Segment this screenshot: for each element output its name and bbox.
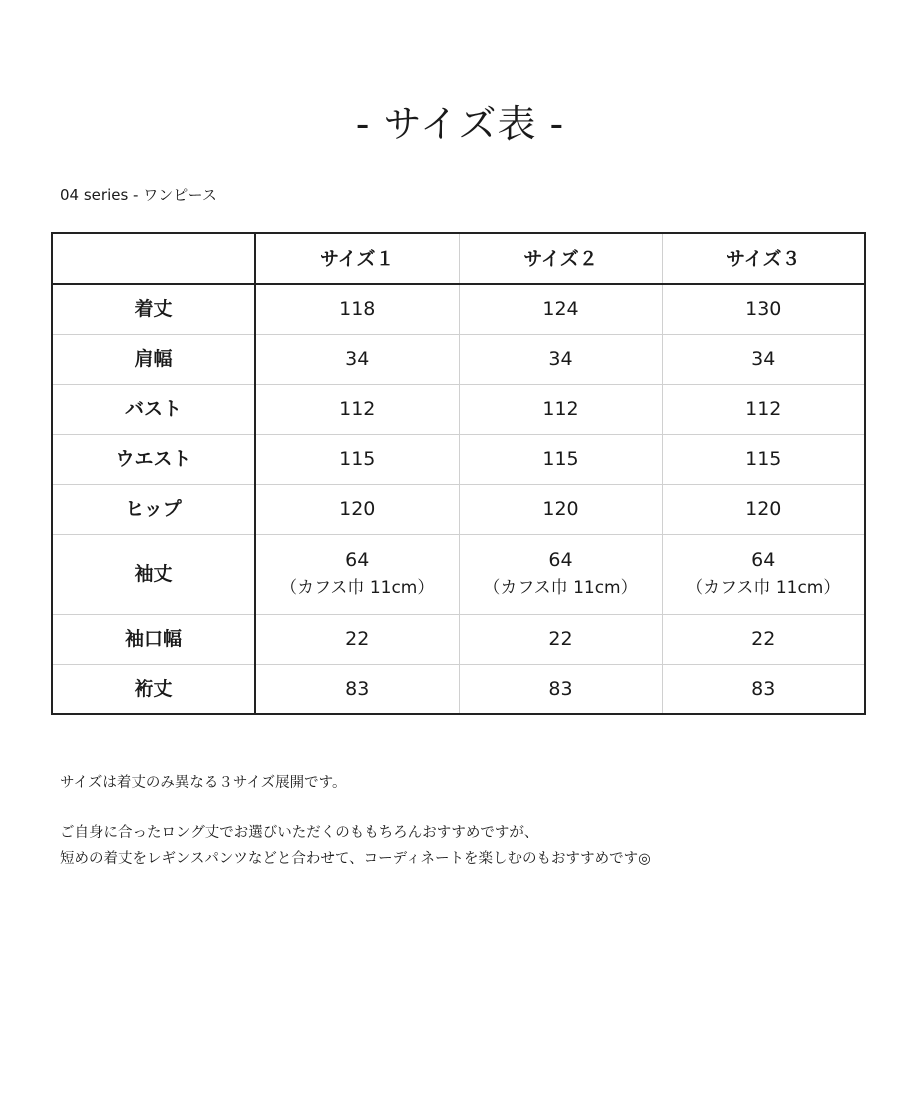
note-line: サイズは着丈のみ異なる３サイズ展開です。 bbox=[60, 775, 347, 791]
table-cell: 112 bbox=[662, 384, 865, 434]
table-cell: 115 bbox=[662, 434, 865, 484]
table-row bbox=[52, 334, 865, 384]
table-header-row bbox=[52, 233, 865, 284]
table-cell: 83 bbox=[255, 664, 459, 714]
table-cell: 115 bbox=[255, 434, 459, 484]
note-line: ご自身に合ったロング丈でお選びいただくのももちろんおすすめですが、 bbox=[60, 825, 539, 841]
table-cell: 130 bbox=[662, 284, 865, 334]
table-cell: 112 bbox=[255, 384, 459, 434]
row-label: 袖丈 bbox=[52, 534, 255, 614]
cell-value: 64 bbox=[345, 549, 370, 571]
row-label: ウエスト bbox=[52, 434, 255, 484]
table-cell: 22 bbox=[662, 614, 865, 664]
row-label: 裄丈 bbox=[52, 664, 255, 714]
cell-note: （カフス巾 11cm） bbox=[483, 578, 638, 598]
table-corner-cell bbox=[52, 233, 255, 284]
column-header-size-1: サイズ１ bbox=[255, 233, 459, 284]
table-cell: 124 bbox=[459, 284, 662, 334]
table-cell: 34 bbox=[459, 334, 662, 384]
note-line: 短めの着丈をレギンスパンツなどと合わせて、コーディネートを楽しむのもおすすめです◎ bbox=[60, 851, 651, 867]
table-row bbox=[52, 434, 865, 484]
table-cell: 120 bbox=[255, 484, 459, 534]
table-cell bbox=[662, 534, 865, 614]
cell-note: （カフス巾 11cm） bbox=[280, 578, 435, 598]
table-cell: 22 bbox=[459, 614, 662, 664]
series-label: 04 series - ワンピース bbox=[60, 186, 217, 204]
row-label: 袖口幅 bbox=[52, 614, 255, 664]
table-row bbox=[52, 284, 865, 334]
table-cell: 34 bbox=[255, 334, 459, 384]
table-cell: 34 bbox=[662, 334, 865, 384]
table-cell: 83 bbox=[662, 664, 865, 714]
row-label: バスト bbox=[52, 384, 255, 434]
table-cell: 115 bbox=[459, 434, 662, 484]
table-row bbox=[52, 484, 865, 534]
page-title: - サイズ表 - bbox=[355, 102, 565, 146]
row-label: 肩幅 bbox=[52, 334, 255, 384]
table-row bbox=[52, 534, 865, 614]
table-row bbox=[52, 614, 865, 664]
cell-note: （カフス巾 11cm） bbox=[686, 578, 841, 598]
table-cell: 120 bbox=[662, 484, 865, 534]
size-table bbox=[51, 232, 866, 715]
row-label: ヒップ bbox=[52, 484, 255, 534]
table-cell: 83 bbox=[459, 664, 662, 714]
cell-value: 64 bbox=[751, 549, 776, 571]
column-header-size-2: サイズ２ bbox=[459, 233, 662, 284]
table-cell bbox=[255, 534, 459, 614]
column-header-size-3: サイズ３ bbox=[662, 233, 865, 284]
table-cell: 112 bbox=[459, 384, 662, 434]
table-cell: 120 bbox=[459, 484, 662, 534]
cell-value: 64 bbox=[548, 549, 573, 571]
table-row bbox=[52, 384, 865, 434]
table-cell: 22 bbox=[255, 614, 459, 664]
table-row bbox=[52, 664, 865, 714]
table-cell: 118 bbox=[255, 284, 459, 334]
row-label: 着丈 bbox=[52, 284, 255, 334]
notes bbox=[60, 770, 651, 872]
table-cell bbox=[459, 534, 662, 614]
